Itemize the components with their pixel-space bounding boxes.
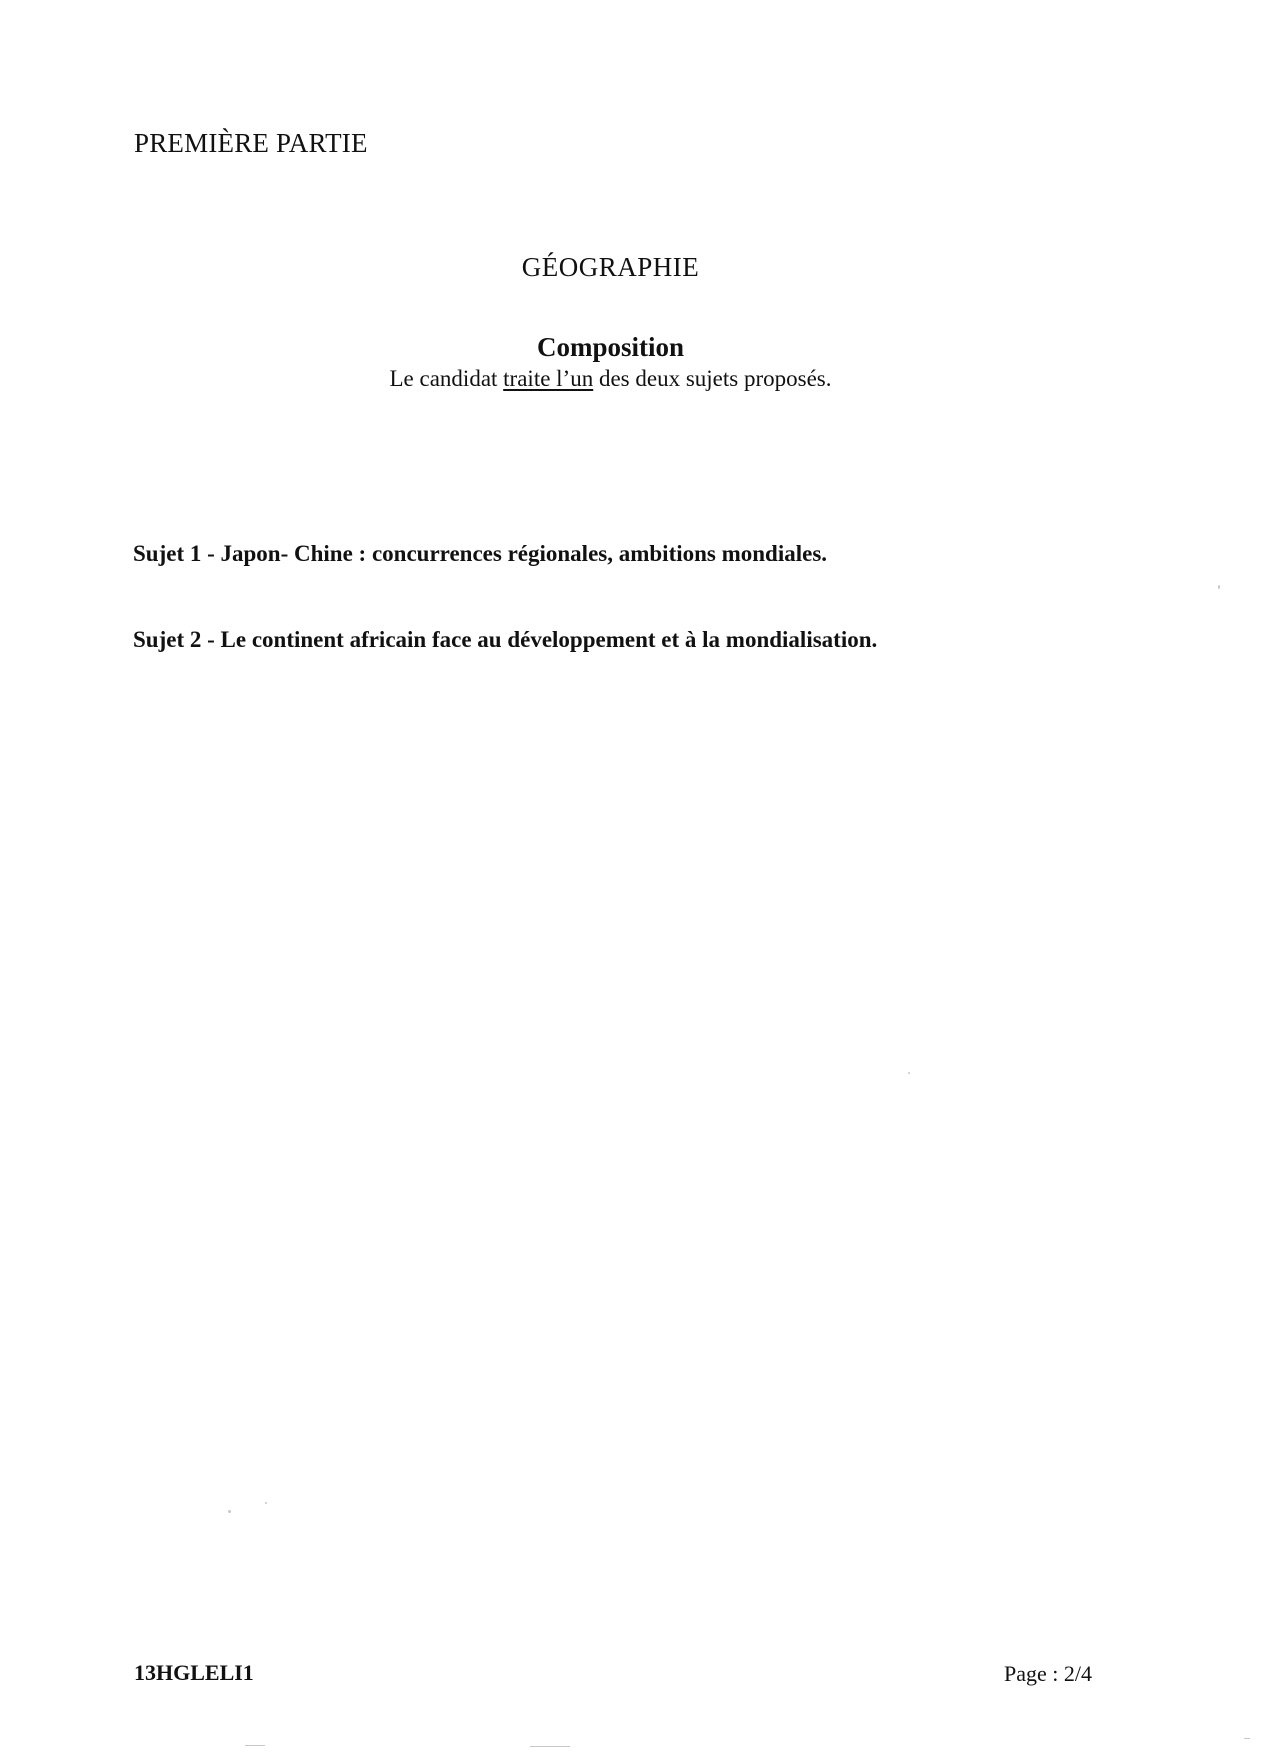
scan-speck <box>530 1746 570 1747</box>
exercise-title: Composition <box>536 332 685 362</box>
instruction-underlined: traite l’un <box>503 366 594 391</box>
scan-speck <box>245 1745 265 1746</box>
instruction-after: des deux sujets proposés. <box>593 366 832 391</box>
part-title: PREMIÈRE PARTIE <box>134 128 368 158</box>
instruction-before: Le candidat <box>389 366 504 391</box>
subject-2: Sujet 2 - Le continent africain face au développement et à la mondialisation. <box>133 627 878 652</box>
section-title: GÉOGRAPHIE <box>521 252 700 282</box>
scan-speck <box>908 1072 910 1074</box>
scan-speck <box>1244 1738 1250 1739</box>
footer-code: 13HGLELI1 <box>134 1660 254 1685</box>
scan-speck <box>265 1502 267 1504</box>
footer-page-number: Page : 2/4 <box>1004 1661 1092 1686</box>
scan-speck <box>228 1510 231 1513</box>
scan-speck <box>1218 585 1220 589</box>
instruction-text <box>0 366 1221 392</box>
subject-1: Sujet 1 - Japon- Chine : concurrences régionales, ambitions mondiales. <box>133 541 828 566</box>
